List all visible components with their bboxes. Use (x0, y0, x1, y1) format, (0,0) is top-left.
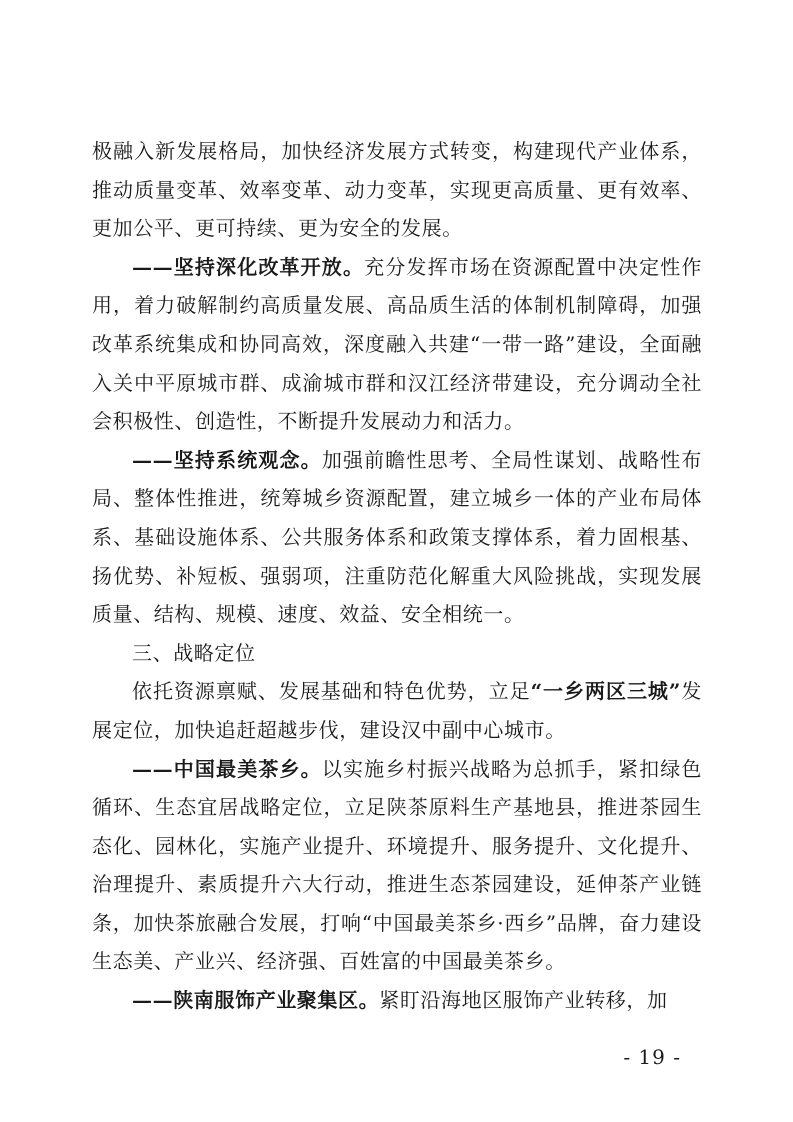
positioning-text-pre: 依托资源禀赋、发展基础和特色优势，立足 (132, 679, 531, 704)
paragraph-continuation (92, 132, 702, 248)
paragraph-reform-opening (92, 248, 702, 441)
paragraph-lead: ——坚持系统观念。 (132, 447, 322, 472)
paragraph-tea-town (92, 750, 702, 982)
paragraph-text: 加强前瞻性思考、全局性谋划、战略性布局、整体性推进，统筹城乡资源配置，建立城乡一体的产业布局体系、基础设施体系、公共服务体系和政策支撑体系，着力固根基、扬优势、补短板、强弱项，注重防范化解重大风险挑战，实现发展质量、结构、规模、速度、效益、安全相统一。 (92, 447, 702, 627)
paragraph-lead: ——陕南服饰产业聚集区。 (132, 988, 380, 1013)
paragraph-text: 以实施乡村振兴战略为总抓手，紧扣绿色循环、生态宜居战略定位，立足陕茶原料生产基地县，推进茶园生态化、园林化，实施产业提升、环境提升、服务提升、文化提升、治理提升、素质提升六大行动，推进生态茶园建设，延伸茶产业链条，加快茶旅融合发展，打响“中国最美茶乡·西乡”品牌，奋力建设生态美、产业兴、经济强、百姓富的中国最美茶乡。 (92, 756, 702, 974)
paragraph-text: 充分发挥市场在资源配置中决定性作用，着力破解制约高质量发展、高品质生活的体制机制障碍，加强改革系统集成和协同高效，深度融入共建“一带一路”建设，全面融入关中平原城市群、成渝城市群和汉江经济带建设，充分调动全社会积极性、创造性，不断提升发展动力和活力。 (92, 254, 702, 434)
section-heading: 三、战略定位 (132, 640, 256, 665)
paragraph-lead: ——坚持深化改革开放。 (132, 254, 365, 279)
paragraph-text: 极融入新发展格局，加快经济发展方式转变，构建现代产业体系，推动质量变革、效率变革、动力变革，实现更高质量、更有效率、更加公平、更可持续、更为安全的发展。 (92, 139, 702, 241)
paragraph-system-concept (92, 441, 702, 634)
page-body (92, 132, 702, 1020)
paragraph-positioning (92, 672, 702, 749)
paragraph-text: 紧盯沿海地区服饰产业转移，加 (379, 988, 668, 1013)
positioning-emphasis: “一乡两区三城” (530, 679, 682, 704)
page-number: - 19 - (623, 1045, 681, 1069)
paragraph-lead: ——中国最美茶乡。 (132, 756, 322, 781)
paragraph-apparel-cluster (92, 981, 702, 1020)
positioning-text-post: 发展定位，加快追赶超越步伐，建设汉中副中心城市。 (92, 679, 702, 742)
